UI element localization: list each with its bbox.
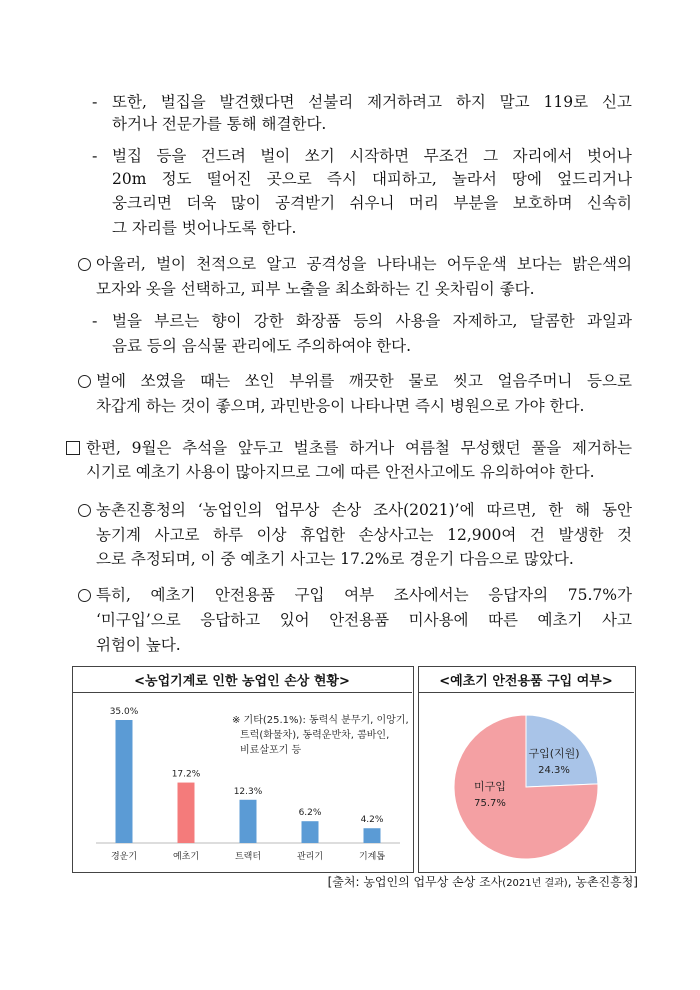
word: 안전용품 — [329, 611, 390, 629]
word: 추석을 — [182, 439, 228, 457]
word: 하루 — [213, 526, 243, 544]
word: 강한 — [253, 312, 284, 330]
word: 벌집 — [112, 147, 142, 165]
footnote-line: 트럭(화물차), 동력운반차, 콤바인, — [240, 730, 390, 741]
word: 부분을 — [453, 194, 499, 212]
word: 등으로 — [587, 372, 632, 390]
paragraph-line: 하거나 전문가를 통해 해결한다. — [112, 115, 327, 133]
dash-marker: - — [92, 92, 98, 111]
word: 섣불리 — [308, 93, 354, 111]
circle-bullet-icon — [78, 504, 91, 517]
word: 즉시 — [326, 170, 357, 188]
square-bullet-icon — [66, 441, 80, 455]
word: 등을 — [156, 147, 187, 165]
slice-label: 미구입 — [474, 780, 506, 793]
source-citation — [328, 873, 638, 890]
word: 농촌진흥청의 — [96, 501, 186, 519]
paragraph-line — [112, 311, 632, 331]
word: 업무상 — [274, 501, 320, 519]
paragraph-line — [96, 254, 632, 274]
word: 동안 — [602, 501, 632, 519]
word: 한 — [548, 501, 564, 519]
word: ‘농업인의 — [197, 501, 263, 519]
word: 이상 — [256, 526, 287, 544]
word: 무조건 — [423, 147, 469, 165]
word: 벌이 — [260, 147, 291, 165]
word: 하지 — [455, 93, 486, 111]
paragraph-line: 위험이 높다. — [96, 636, 181, 654]
word: 엎드리거나 — [557, 170, 632, 188]
word: 조사에서는 — [393, 586, 469, 604]
word: 발생한 — [558, 526, 604, 544]
paragraph-line: 시기로 예초기 사용이 많아지므로 그에 따른 안전사고에도 유의하여야 한다. — [86, 463, 595, 481]
paragraph-line — [96, 371, 632, 391]
word: 놀라서 — [451, 170, 497, 188]
slice-label: 구입(지원) — [528, 747, 580, 760]
word: 또한, — [112, 93, 147, 111]
word: 자리에서 — [512, 147, 573, 165]
word: 있어 — [279, 611, 310, 629]
dash-marker: - — [92, 146, 98, 165]
word: 하거나 — [349, 439, 395, 457]
word: 쏘인 — [244, 372, 275, 390]
word: 곳으로 — [266, 170, 312, 188]
circle-bullet-icon — [78, 375, 91, 388]
word: 벗어나 — [586, 147, 632, 165]
word: 부위를 — [289, 372, 335, 390]
word: 건드려 — [200, 147, 246, 165]
word: 대피하고, — [371, 170, 437, 188]
word: 벌에 — [96, 372, 126, 390]
paragraph-line — [112, 169, 632, 189]
word: 발견했다면 — [219, 93, 295, 111]
bar-chart-title: <농업기계로 인한 농업인 손상 현황> — [134, 674, 350, 689]
category-label: 트랙터 — [234, 852, 262, 862]
word: 과일과 — [587, 312, 632, 330]
slice-value: 75.7% — [474, 798, 506, 809]
word: 75.7%가 — [567, 586, 632, 604]
word: 더욱 — [186, 194, 217, 212]
word: 사고로 — [154, 526, 200, 544]
circle-bullet-icon — [78, 589, 91, 602]
paragraph-line: 모자와 옷을 선택하고, 피부 노출을 최소화하는 긴 옷차림이 좋다. — [96, 280, 535, 298]
word: ‘미구입’으로 — [96, 611, 181, 629]
word: 사용을 — [395, 312, 441, 330]
word: 벌이 — [156, 255, 187, 273]
paragraph-line: 음료 등의 음식물 관리에도 주의하여야 한다. — [112, 337, 412, 355]
paragraph-line: 차갑게 하는 것이 좋으며, 과민반응이 나타나면 즉시 병원으로 가야 한다. — [96, 397, 585, 415]
paragraph-line — [112, 146, 632, 166]
word: 무성했던 — [460, 439, 521, 457]
word: 응답하고 — [200, 611, 261, 629]
paragraph-line — [86, 438, 632, 458]
word: 손상 — [331, 501, 362, 519]
paragraph-line — [96, 610, 632, 630]
word: 알고 — [266, 255, 297, 273]
paragraph-line: 으로 추정되며, 이 중 예초기 사고는 17.2%로 경운기 다음으로 많았다. — [96, 550, 574, 568]
word: 것 — [617, 526, 632, 544]
word: 여름철 — [404, 439, 450, 457]
word: 9월은 — [131, 439, 172, 457]
data-label: 35.0% — [109, 707, 139, 717]
category-label: 예초기 — [172, 852, 200, 862]
word: 보호하며 — [512, 194, 573, 212]
word: 공격받기 — [275, 194, 336, 212]
word: 밝은색의 — [572, 255, 632, 273]
word: 어두운색 — [446, 255, 507, 273]
word: 떨어진 — [206, 170, 252, 188]
paragraph-line — [96, 525, 632, 545]
word: 정도 — [161, 170, 192, 188]
word: 얼음주머니 — [497, 372, 573, 390]
word: 풀을 — [531, 439, 562, 457]
word: 신속히 — [587, 194, 632, 212]
word: 때는 — [200, 372, 231, 390]
word: 공격성을 — [306, 255, 367, 273]
pie-chart-title: <예초기 안전용품 구입 여부> — [439, 674, 613, 689]
word: 사고 — [602, 611, 632, 629]
word: 달콤한 — [529, 312, 575, 330]
data-label: 17.2% — [171, 769, 201, 780]
word: 예초기 — [150, 586, 196, 604]
word: 여부 — [344, 586, 375, 604]
category-label: 경운기 — [110, 852, 138, 862]
word: 쏘였을 — [140, 372, 186, 390]
word: 웅크리면 — [112, 194, 172, 212]
word: 시작하면 — [349, 147, 410, 165]
word: 말고 — [499, 93, 530, 111]
word: 따른 — [488, 611, 519, 629]
word: 앞두고 — [237, 439, 283, 457]
word: 향이 — [211, 312, 242, 330]
word: 자제하고, — [452, 312, 518, 330]
word: 예초기 — [537, 611, 583, 629]
word: 깨끗한 — [348, 372, 394, 390]
word: 12,900여 — [447, 526, 517, 544]
word: 그 — [483, 147, 499, 165]
word: 많이 — [230, 194, 261, 212]
word: 아울러, — [96, 255, 146, 273]
paragraph-line: 그 자리를 벗어나도록 한다. — [112, 219, 297, 237]
word: 나타내는 — [376, 255, 437, 273]
word: 쉬우니 — [349, 194, 395, 212]
data-label: 6.2% — [298, 808, 322, 819]
word: 땅에 — [512, 170, 542, 188]
word: 물로 — [408, 372, 439, 390]
word: 신고 — [601, 93, 632, 111]
word: 미사용에 — [408, 611, 469, 629]
word: 머리 — [408, 194, 439, 212]
data-label: 4.2% — [360, 815, 384, 826]
word: 등의 — [353, 312, 384, 330]
bar — [364, 828, 381, 843]
bar — [178, 783, 195, 843]
bar — [116, 720, 133, 843]
word: 농기계 — [96, 526, 141, 544]
paragraph-line — [112, 193, 632, 213]
word: 따르면, — [486, 501, 537, 519]
dash-marker: - — [92, 311, 98, 330]
paragraph-line — [96, 500, 632, 520]
word: 쏘기 — [304, 147, 335, 165]
word: 화장품 — [295, 312, 341, 330]
word: 한편, — [86, 439, 121, 457]
word: 휴업한 — [300, 526, 346, 544]
word: 구입 — [294, 586, 325, 604]
source-year: (2021년 결과) — [502, 878, 568, 889]
chart-footnote — [232, 713, 409, 758]
word: 응답자의 — [488, 586, 549, 604]
word: 특히, — [96, 586, 131, 604]
bar — [302, 821, 319, 843]
slice-value: 24.3% — [538, 765, 570, 776]
word: 벌집을 — [160, 93, 206, 111]
category-label: 기계톱 — [358, 852, 386, 862]
circle-bullet-icon — [78, 258, 91, 271]
bar — [240, 800, 257, 843]
word: 20m — [112, 170, 147, 188]
word: 천적으로 — [196, 255, 257, 273]
word: 벌을 — [112, 312, 142, 330]
footnote-line: ※ 기타(25.1%): 동력식 분무기, 이앙기, — [232, 715, 409, 726]
word: 부르는 — [154, 312, 200, 330]
word: 제거하려고 — [367, 93, 442, 111]
word: 벌초를 — [293, 439, 339, 457]
word: 제거하는 — [572, 439, 632, 457]
word: 손상사고는 — [358, 526, 434, 544]
word: 조사(2021)’에 — [373, 501, 475, 519]
word: 건 — [529, 526, 545, 544]
word: 해 — [575, 501, 591, 519]
source-end: , 농촌진흥청] — [567, 875, 638, 889]
category-label: 관리기 — [296, 852, 324, 862]
paragraph-line — [112, 92, 632, 112]
paragraph-line — [96, 585, 632, 605]
word: 씻고 — [452, 372, 483, 390]
footnote-line: 비료살포기 등 — [240, 745, 302, 756]
word: 안전용품 — [215, 586, 275, 604]
source-main: [출처: 농업인의 업무상 손상 조사 — [327, 875, 503, 889]
word: 119로 — [543, 93, 589, 111]
pie-chart — [418, 692, 634, 871]
data-label: 12.3% — [233, 786, 263, 797]
word: 보다는 — [516, 255, 562, 273]
